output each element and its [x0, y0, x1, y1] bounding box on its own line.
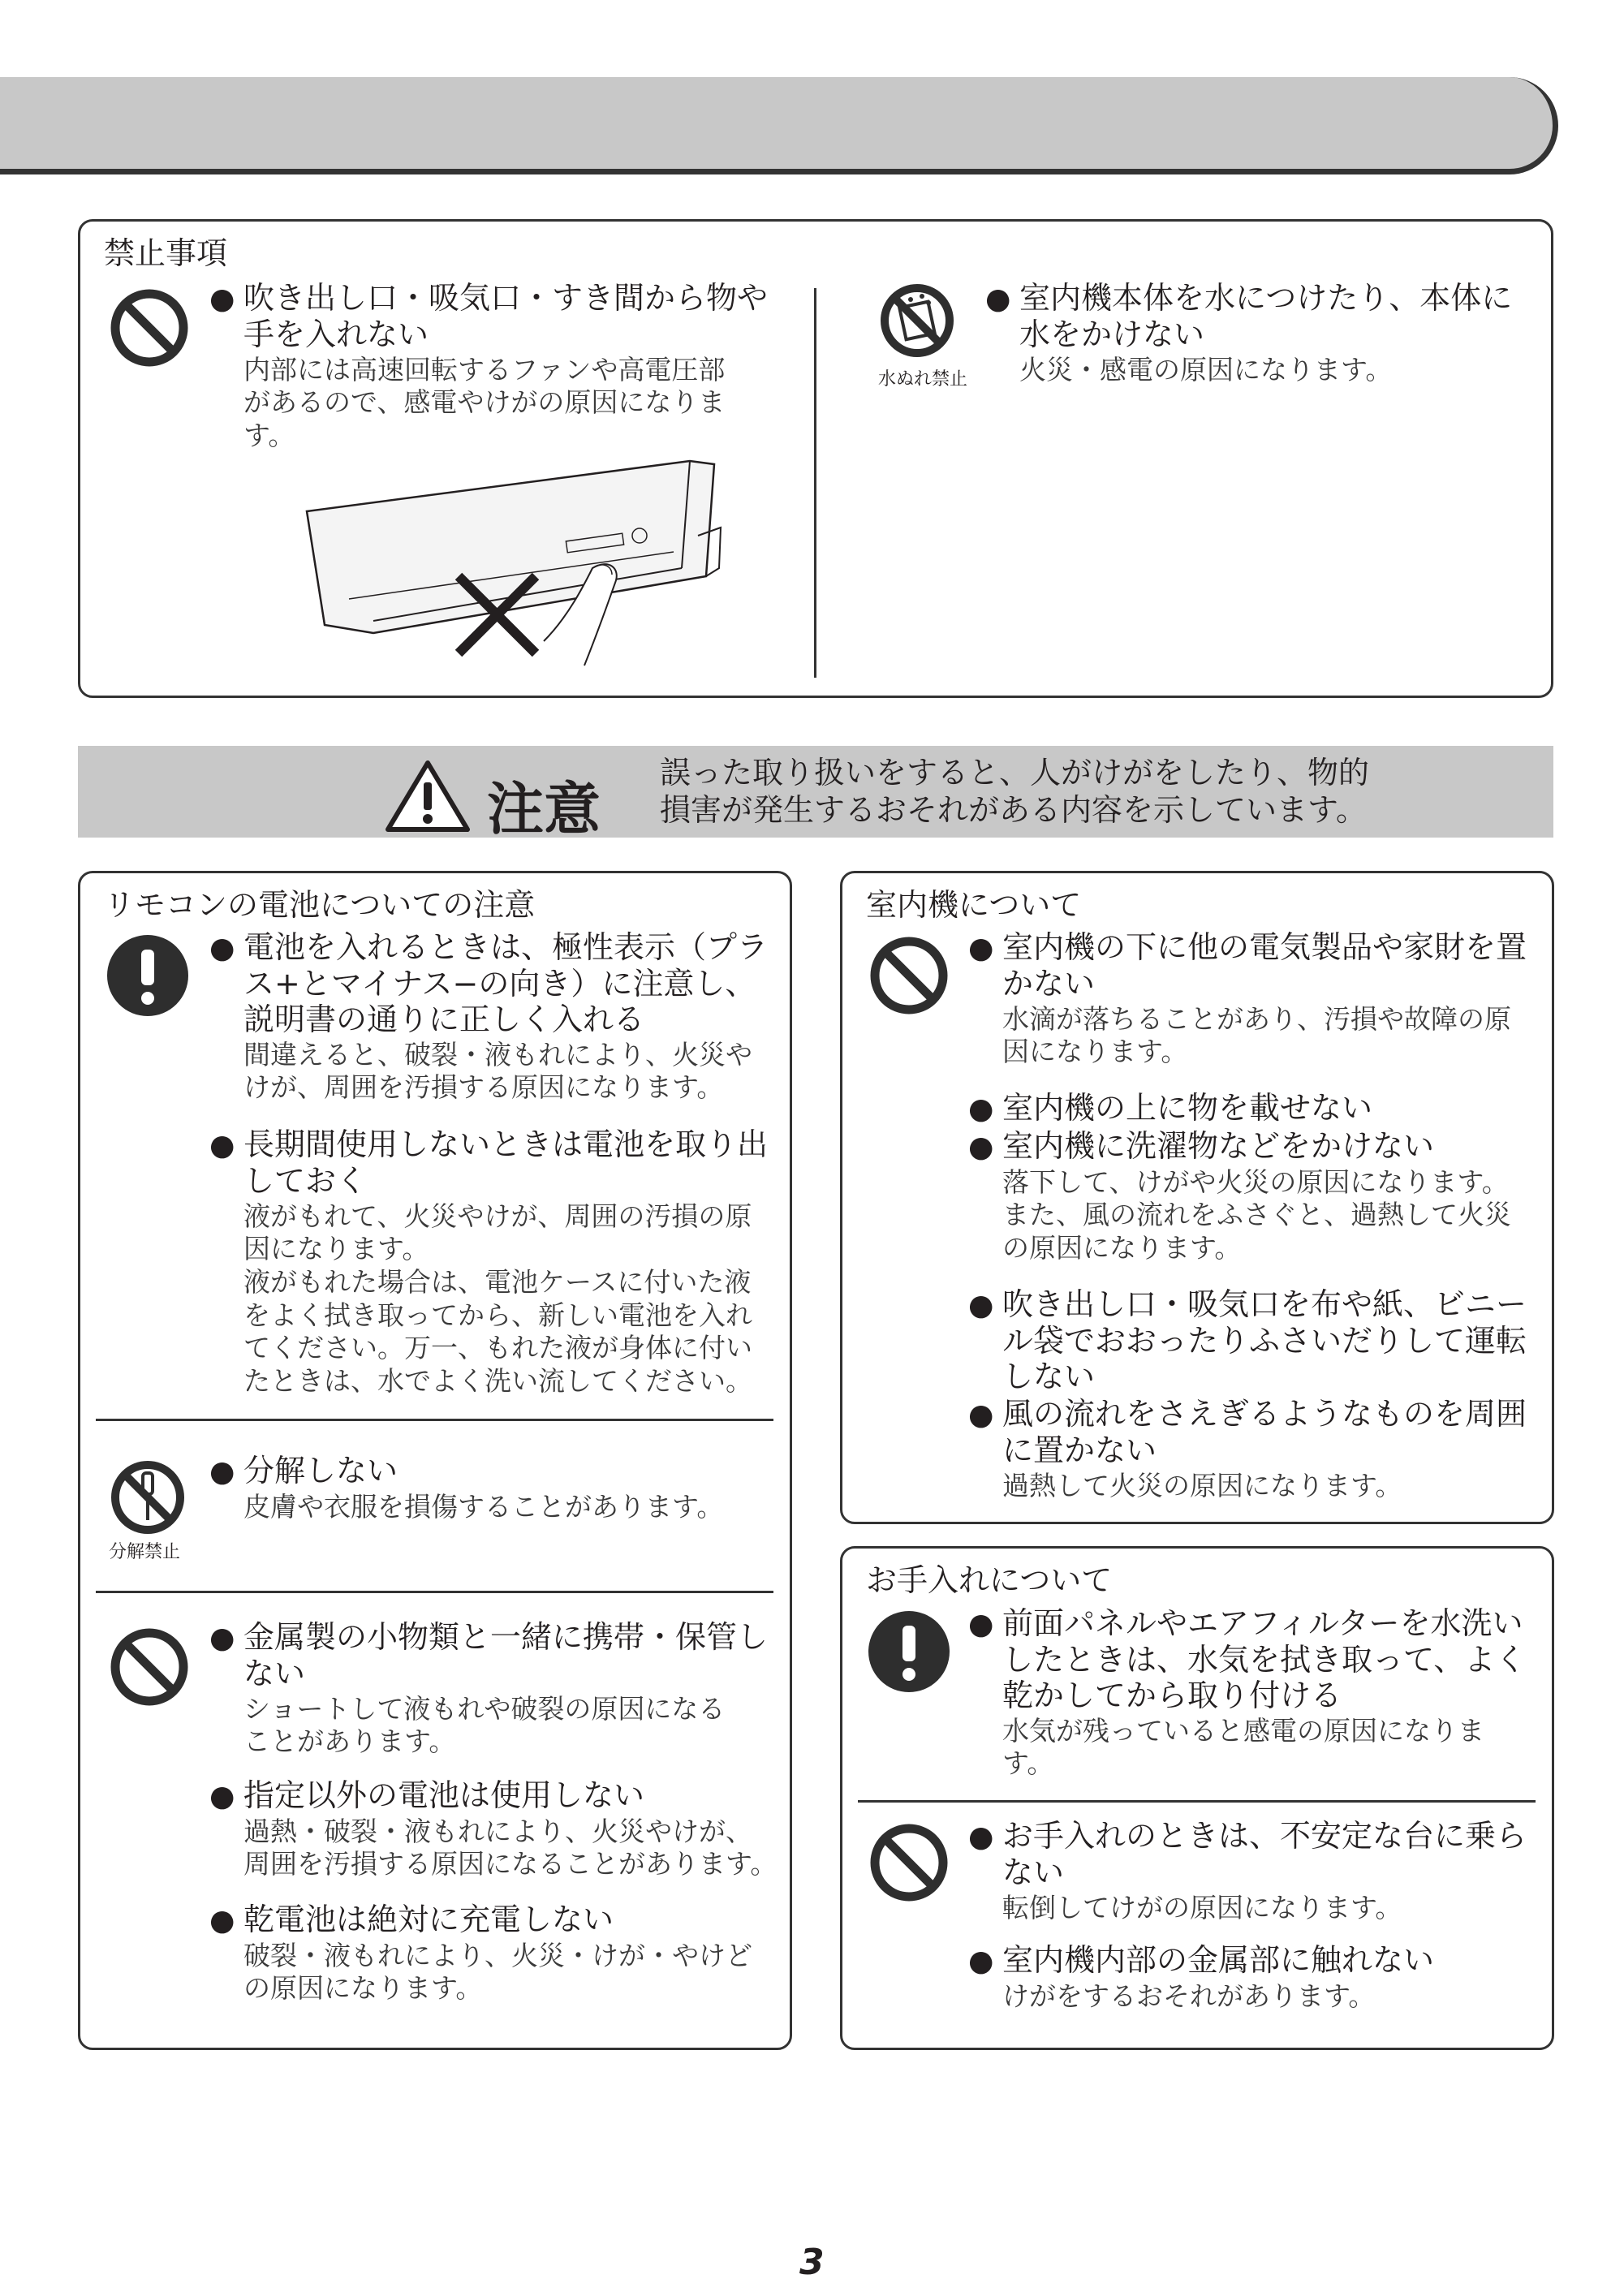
item-heading: ● 分解しない: [209, 1453, 398, 1488]
prohibition-icon: [107, 286, 192, 370]
item-body: ショートして液もれや破裂の原因になる ことがあります。: [243, 1692, 726, 1758]
item-body: 過熱して火災の原因になります。: [1002, 1469, 1402, 1501]
item-heading: ● 金属製の小物類と一緒に携帯・保管し ない: [209, 1619, 769, 1691]
prohibited-title: 禁止事項: [104, 235, 228, 271]
indoor-unit-title: 室内機について: [866, 887, 1082, 923]
item-heading: ● 吹き出し口・吸気口を布や紙、ビニー ル袋でおおったりふさいだりして運転 しない: [968, 1286, 1527, 1394]
no-disassembly-caption: 分解禁止: [109, 1542, 181, 1562]
top-header-band: [0, 77, 1558, 174]
no-disassembly-icon: [107, 1457, 188, 1538]
item-body: 水滴が落ちることがあり、汚損や故障の原 因になります。: [1002, 1002, 1511, 1068]
battery-item-remove: [209, 1126, 778, 1398]
maintenance-item-stand: [968, 1818, 1536, 1924]
bullet-icon: ●: [985, 282, 1011, 316]
mandatory-action-icon: [106, 933, 190, 1018]
bullet-icon: ●: [209, 1904, 235, 1937]
item-heading: ● 電池を入れるときは、極性表示（プラ ス+とマイナス−の向き）に注意し、 説明書の通りに正しく入れる: [209, 929, 769, 1037]
item-body: けがをするおそれがあります。: [1002, 1979, 1376, 2012]
prohibition-icon: [107, 1625, 192, 1709]
battery-divider-1: [96, 1419, 773, 1421]
battery-item-polarity: [209, 929, 778, 1105]
bullet-icon: ●: [209, 1780, 235, 1813]
prohibited-left-item: [209, 280, 778, 453]
item-heading: ● 前面パネルやエアフィルターを水洗い したときは、水気を拭き取って、よく 乾かしてから取り付ける: [968, 1605, 1527, 1713]
caution-word: 注意: [487, 776, 601, 842]
item-body: 過熱・破裂・液もれにより、火災やけが、 周囲を汚損する原因になることがあります。: [243, 1815, 778, 1880]
air-conditioner-illustration: [300, 454, 722, 674]
item-body: 落下して、けがや火災の原因になります。 また、風の流れをふさぐと、過熱して火災 の原因になります。: [1002, 1165, 1511, 1264]
bullet-icon: ●: [968, 1289, 994, 1322]
bullet-icon: ●: [968, 1608, 994, 1641]
item-body: 転倒してけがの原因になります。: [1002, 1891, 1402, 1923]
bullet-icon: ●: [209, 1455, 235, 1488]
mandatory-action-icon: [867, 1609, 951, 1694]
prohibited-divider: [814, 288, 816, 678]
item-body: 破裂・液もれにより、火災・けが・やけど の原因になります。: [243, 1939, 752, 2005]
item-heading: ● 室内機の上に物を載せない: [968, 1090, 1373, 1126]
battery-item-specified: [209, 1777, 778, 1881]
remote-battery-title: リモコンの電池についての注意: [104, 887, 536, 923]
bullet-icon: ●: [209, 282, 235, 316]
caution-description: 誤った取り扱いをすると、人がけがをしたり、物的 損害が発生するおそれがある内容を示しています。: [660, 755, 1370, 828]
bullet-icon: ●: [968, 1820, 994, 1854]
battery-divider-2: [96, 1591, 773, 1593]
prohibition-icon: [867, 933, 951, 1018]
bullet-icon: ●: [209, 1129, 235, 1162]
maintenance-item-wash: [968, 1605, 1536, 1781]
bullet-icon: ●: [968, 1945, 994, 1978]
maintenance-title: お手入れについて: [866, 1562, 1113, 1598]
item-heading: ● お手入れのときは、不安定な台に乗ら ない: [968, 1818, 1527, 1890]
no-water-icon: [877, 280, 958, 361]
item-body: 内部には高速回転するファンや高電圧部 があるので、感電やけがの原因になりま す。: [243, 353, 726, 451]
prohibited-right-item: [985, 280, 1545, 386]
item-heading: ● 室内機内部の金属部に触れない: [968, 1942, 1435, 1978]
page-number: 3: [799, 2242, 825, 2283]
bullet-icon: ●: [968, 932, 994, 965]
item-heading: ● 風の流れをさえぎるようなものを周囲 に置かない: [968, 1395, 1527, 1468]
maintenance-divider: [858, 1800, 1536, 1803]
prohibition-icon: [867, 1820, 951, 1905]
item-heading: ● 室内機の下に他の電気製品や家財を置 かない: [968, 929, 1527, 1002]
bullet-icon: ●: [209, 1622, 235, 1655]
maintenance-item-metal: [968, 1942, 1536, 2013]
battery-item-metal: [209, 1619, 778, 1759]
bullet-icon: ●: [968, 1092, 994, 1126]
bullet-icon: ●: [968, 1130, 994, 1164]
warning-triangle-icon: [383, 758, 472, 834]
item-heading: ● 吹き出し口・吸気口・すき間から物や 手を入れない: [209, 280, 769, 352]
item-body: 火災・感電の原因になります。: [1019, 353, 1393, 386]
item-heading: ● 室内機本体を水につけたり、本体に 水をかけない: [985, 280, 1513, 352]
item-heading: ● 室内機に洗濯物などをかけない: [968, 1127, 1435, 1164]
bullet-icon: ●: [968, 1398, 994, 1432]
indoor-item-above: [968, 1090, 1536, 1264]
item-body: 液がもれて、火災やけが、周囲の汚損の原 因になります。 液がもれた場合は、電池ケースに付いた液 をよく拭き取ってから、新しい電池を入れ てください。万一、もれた液が身体に付い たときは、水でよく洗い流してください。: [243, 1200, 752, 1397]
item-body: 皮膚や衣服を損傷することがあります。: [243, 1490, 724, 1523]
item-heading: ● 乾電池は絶対に充電しない: [209, 1902, 614, 1937]
item-body: 水気が残っていると感電の原因になりま す。: [1002, 1714, 1484, 1780]
item-heading: ● 指定以外の電池は使用しない: [209, 1777, 645, 1813]
bullet-icon: ●: [209, 932, 235, 965]
item-heading: ● 長期間使用しないときは電池を取り出 しておく: [209, 1126, 769, 1199]
indoor-item-below: [968, 929, 1536, 1069]
item-body: 間違えると、破裂・液もれにより、火災や けが、周囲を汚損する原因になります。: [243, 1038, 752, 1104]
battery-item-disassemble: [209, 1453, 778, 1523]
battery-item-recharge: [209, 1902, 778, 2005]
indoor-item-block: [968, 1286, 1536, 1502]
no-water-caption: 水ぬれ禁止: [878, 369, 968, 390]
